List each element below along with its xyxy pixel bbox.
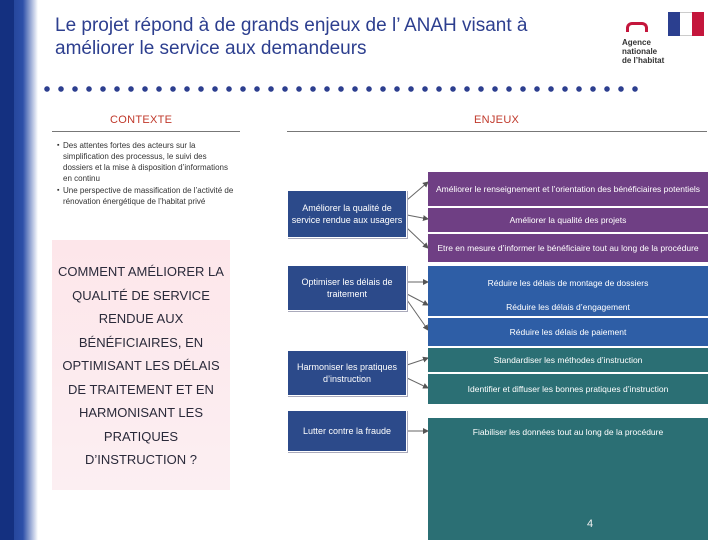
- question-line: HARMONISANT LES: [78, 405, 203, 420]
- enjeu-group-label: Harmoniser les pratiques d’instruction: [296, 362, 398, 384]
- enjeu-group-label: Optimiser les délais de traitement: [301, 277, 393, 299]
- logo-name-line-1: Agence: [622, 38, 651, 47]
- enjeu-item: [428, 172, 708, 206]
- question-line: QUALITÉ DE SERVICE: [72, 287, 210, 303]
- title-line-1: Le projet répond à de grands enjeux de l’ ANAH visant à: [55, 15, 528, 36]
- question-line: D’INSTRUCTION ?: [85, 452, 197, 467]
- enjeu-group-quality: [287, 190, 407, 238]
- enjeux-heading: ENJEUX: [474, 114, 520, 126]
- enjeu-item-text: Identifier et diffuser les bonnes pratiques d’instruction: [467, 383, 669, 394]
- enjeu-item: [428, 298, 708, 316]
- enjeu-item-text: Fiabiliser les données tout au long de la procédure: [472, 426, 664, 437]
- question-line: PRATIQUES: [103, 428, 179, 444]
- question-line: COMMENT AMÉLIORER LA: [58, 264, 224, 279]
- title-line-2: améliorer le service aux demandeurs: [55, 38, 367, 59]
- enjeu-group-label: Lutter contre la fraude: [302, 426, 392, 436]
- arrow: [407, 215, 428, 219]
- enjeu-item: [428, 374, 708, 404]
- enjeu-item-text: Etre en mesure d’informer le bénéficiaire tout au long de la procédure: [437, 242, 699, 253]
- enjeu-item-text: Améliorer le renseignement et l’orientation des bénéficiaires potentiels: [435, 183, 701, 194]
- logo-name-line-3: de l’habitat: [622, 56, 665, 65]
- enjeu-group-practices: [287, 350, 407, 396]
- arrow: [407, 358, 428, 365]
- enjeu-item-text: Réduire les délais de paiement: [509, 326, 627, 337]
- enjeu-group-label: Améliorer la qualité de service rendue aux usagers: [291, 203, 403, 225]
- arrow: [407, 182, 428, 200]
- logo-name-line-2: nationale: [622, 47, 658, 56]
- enjeu-group-delays: [287, 265, 407, 311]
- enjeu-item: [428, 234, 708, 262]
- enjeu-item-text: Réduire les délais de montage de dossiers: [487, 277, 649, 288]
- context-bullet: ▪ Une perspective de massification de l’activité de rénovation énergétique de l’habitat privé: [58, 185, 234, 207]
- enjeu-item-text: Réduire les délais d’engagement: [506, 301, 630, 312]
- enjeu-item: [428, 318, 708, 346]
- enjeu-item-text: Améliorer la qualité des projets: [509, 214, 627, 225]
- context-heading: CONTEXTE: [110, 114, 173, 126]
- arrow: [407, 300, 428, 330]
- enjeu-item: [428, 208, 708, 232]
- enjeu-item-text: Standardiser les méthodes d’instruction: [493, 354, 643, 365]
- arrow: [407, 294, 428, 305]
- question-line: BÉNÉFICIAIRES, EN: [78, 334, 204, 350]
- enjeu-item: [428, 418, 708, 446]
- arrow: [407, 228, 428, 248]
- context-bullet: ▪ Des attentes fortes des acteurs sur la simplification des processus, le suivi des dossiers et la mise à disposition d’informations en continu: [58, 140, 234, 184]
- enjeu-group-fraud: [287, 410, 407, 452]
- enjeu-item: [428, 266, 708, 300]
- question-line: RENDUE AUX: [98, 311, 184, 326]
- question-line: OPTIMISANT LES DÉLAIS: [62, 358, 220, 373]
- question-line: DE TRAITEMENT ET EN: [68, 381, 214, 397]
- arrow: [407, 378, 428, 388]
- page-number: 4: [586, 518, 594, 530]
- enjeu-item: [428, 348, 708, 372]
